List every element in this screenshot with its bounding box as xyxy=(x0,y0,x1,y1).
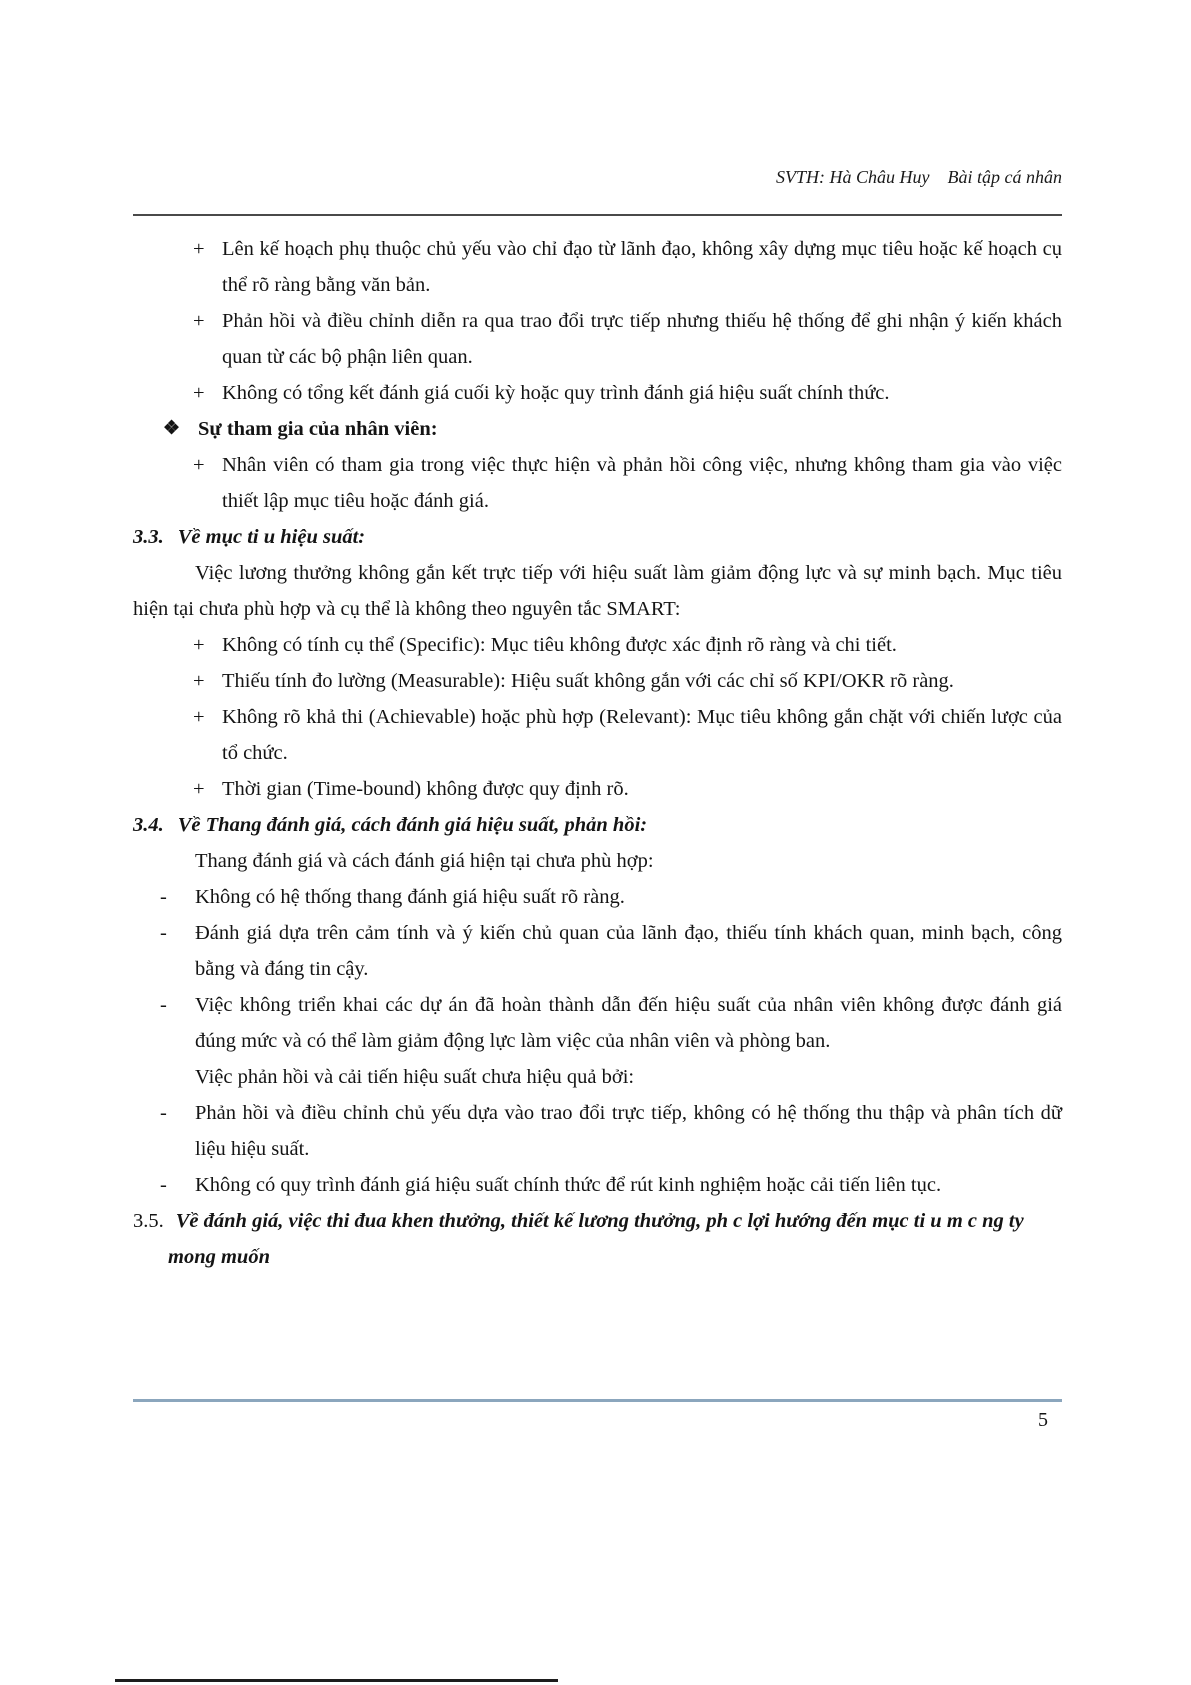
bullet-text: Phản hồi và điều chỉnh chủ yếu dựa vào trao đổi trực tiếp, không có hệ thống thu thập và phân tích dữ liệu hiệu suất. xyxy=(195,1102,1062,1160)
bullet-item xyxy=(133,771,1062,807)
bottom-artifact-line xyxy=(115,1679,558,1682)
section-heading-3-5 xyxy=(133,1203,1062,1275)
bullet-text: Phản hồi và điều chỉnh diễn ra qua trao đổi trực tiếp nhưng thiếu hệ thống để ghi nhận ý kiến khách quan từ các bộ phận liên quan. xyxy=(222,310,1062,368)
document-body xyxy=(133,231,1062,1275)
dash-marker: - xyxy=(160,922,167,944)
bullet-item xyxy=(133,1095,1062,1167)
plus-marker: + xyxy=(193,706,205,728)
bullet-item xyxy=(133,447,1062,519)
diamond-heading xyxy=(133,411,1062,447)
header-text: SVTH: Hà Châu Huy Bài tập cá nhân xyxy=(776,167,1062,187)
bullet-item xyxy=(133,663,1062,699)
bullet-text: Việc không triển khai các dự án đã hoàn thành dẫn đến hiệu suất của nhân viên không được đánh giá đúng mức và có thể làm giảm động lực làm việc của nhân viên và phòng ban. xyxy=(195,994,1062,1052)
dash-marker: - xyxy=(160,994,167,1016)
section-title: Về mục ti u hiệu suất: xyxy=(177,526,366,548)
section-title: Về Thang đánh giá, cách đánh giá hiệu suất, phản hồi: xyxy=(177,814,648,836)
bullet-item xyxy=(133,987,1062,1059)
bullet-text: Nhân viên có tham gia trong việc thực hiện và phản hồi công việc, nhưng không tham gia vào việc thiết lập mục tiêu hoặc đánh giá. xyxy=(222,454,1062,512)
dash-marker: - xyxy=(160,1174,167,1196)
plus-marker: + xyxy=(193,310,205,332)
page-number: 5 xyxy=(1038,1409,1048,1431)
plus-marker: + xyxy=(193,382,205,404)
section-number: 3.4. xyxy=(133,814,164,836)
bullet-item xyxy=(133,699,1062,771)
section-heading-3-4 xyxy=(133,807,1062,843)
bullet-text: Đánh giá dựa trên cảm tính và ý kiến chủ quan của lãnh đạo, thiếu tính khách quan, minh bạch, công bằng và đáng tin cậy. xyxy=(195,922,1062,980)
section-number: 3.5. xyxy=(133,1210,164,1232)
plus-marker: + xyxy=(193,778,205,800)
plus-marker: + xyxy=(193,634,205,656)
bullet-item xyxy=(133,231,1062,303)
bullet-item xyxy=(133,915,1062,987)
paragraph: Việc lương thưởng không gắn kết trực tiếp với hiệu suất làm giảm động lực và sự minh bạch. Mục tiêu hiện tại chưa phù hợp và cụ thể là không theo nguyên tắc SMART: xyxy=(133,562,1062,620)
page-content-area xyxy=(133,0,1062,1275)
plus-marker: + xyxy=(193,454,205,476)
paragraph: Việc phản hồi và cải tiến hiệu suất chưa hiệu quả bởi: xyxy=(195,1066,635,1088)
diamond-heading-text: Sự tham gia của nhân viên: xyxy=(198,418,438,440)
bullet-text: Thiếu tính đo lường (Measurable): Hiệu suất không gắn với các chỉ số KPI/OKR rõ ràng. xyxy=(222,670,954,692)
paragraph: Thang đánh giá và cách đánh giá hiện tại chưa phù hợp: xyxy=(195,850,654,872)
bullet-item xyxy=(133,1167,1062,1203)
bullet-text: Lên kế hoạch phụ thuộc chủ yếu vào chỉ đạo từ lãnh đạo, không xây dựng mục tiêu hoặc kế hoạch cụ thể rõ ràng bằng văn bản. xyxy=(222,238,1062,296)
footer-divider xyxy=(133,1399,1062,1402)
bullet-item xyxy=(133,879,1062,915)
section-number: 3.3. xyxy=(133,526,164,548)
bullet-item xyxy=(133,375,1062,411)
bullet-item xyxy=(133,627,1062,663)
diamond-marker: ❖ xyxy=(163,418,181,439)
dash-marker: - xyxy=(160,1102,167,1124)
bullet-text: Không có tính cụ thể (Specific): Mục tiêu không được xác định rõ ràng và chi tiết. xyxy=(222,634,897,656)
bullet-text: Không có tổng kết đánh giá cuối kỳ hoặc quy trình đánh giá hiệu suất chính thức. xyxy=(222,382,890,404)
section-heading-3-3 xyxy=(133,519,1062,555)
dash-marker: - xyxy=(160,886,167,908)
bullet-text: Không có quy trình đánh giá hiệu suất chính thức để rút kinh nghiệm hoặc cải tiến liên tục. xyxy=(195,1174,942,1196)
bullet-text: Không có hệ thống thang đánh giá hiệu suất rõ ràng. xyxy=(195,886,625,908)
page-header xyxy=(133,0,1062,209)
bullet-item xyxy=(133,303,1062,375)
plus-marker: + xyxy=(193,670,205,692)
header-divider xyxy=(133,214,1062,216)
bullet-text: Thời gian (Time-bound) không được quy định rõ. xyxy=(222,778,629,800)
bullet-text: Không rõ khả thi (Achievable) hoặc phù hợp (Relevant): Mục tiêu không gắn chặt với chiến lược của tổ chức. xyxy=(222,706,1062,764)
section-title: Về đánh giá, việc thi đua khen thưởng, thiết kế lương thưởng, ph c lợi hướng đến mục ti u m c ng ty mong muốn xyxy=(168,1210,1024,1268)
plus-marker: + xyxy=(193,238,205,260)
